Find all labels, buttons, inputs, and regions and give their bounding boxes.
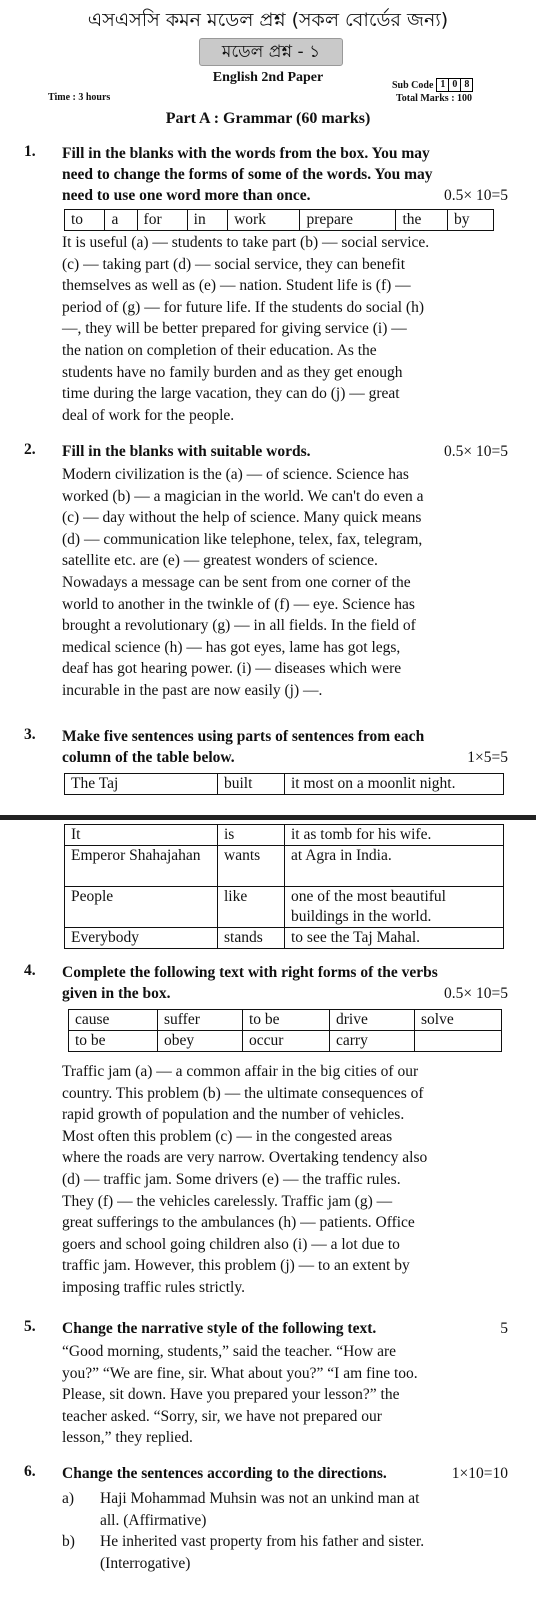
word-cell: to <box>65 210 105 231</box>
text-line: (Interrogative) <box>100 1554 191 1572</box>
table-cell: The Taj <box>65 774 218 795</box>
list-item <box>62 1488 504 1531</box>
question-2-text <box>62 464 504 702</box>
text-line: world to another in the twinkle of (f) — eye. Science has <box>62 595 415 613</box>
text-line: Haji Mohammad Muhsin was not an unkind man at <box>100 1490 420 1507</box>
text-line: brought a revolutionary (g) — in all fields. In the field of <box>62 617 416 635</box>
word-cell: the <box>396 210 448 231</box>
question-marks: 5 <box>500 1320 508 1337</box>
question-6-instruction <box>62 1463 508 1484</box>
exam-title: এসএসসি কমন মডেল প্রশ্ন (সকল বোর্ডের জন্য) <box>87 9 449 31</box>
text-line: imposing traffic rules strictly. <box>62 1278 245 1296</box>
table-row <box>65 928 504 949</box>
verb-cell: drive <box>330 1010 415 1031</box>
question-2-instruction <box>62 441 508 462</box>
table-cell: It <box>65 825 218 846</box>
text-line: He inherited vast property from his father and sister. <box>100 1533 425 1551</box>
word-cell: by <box>447 210 493 231</box>
table-row <box>65 825 504 846</box>
text-line: (d) — communication like telephone, telex, fax, telegram, <box>62 530 423 548</box>
page-divider <box>0 815 536 820</box>
text-line: deaf has got hearing power. (i) — diseases which were <box>62 660 402 678</box>
instruction-line: Fill in the blanks with suitable words. <box>62 443 311 460</box>
table-cell: like <box>218 887 285 928</box>
text-line: “Good morning, students,” said the teacher. “How are <box>62 1343 397 1360</box>
question-4-text <box>62 1061 504 1299</box>
text-line: themselves as well as (e) — nation. Student life is (f) — <box>62 277 411 295</box>
instruction-row <box>62 983 508 1004</box>
word-cell: a <box>105 210 137 231</box>
verb-cell: occur <box>243 1031 330 1052</box>
table-row <box>65 887 504 928</box>
instruction-line: Fill in the blanks with the words from the box. You may <box>62 145 430 162</box>
table-cell: it as tomb for his wife. <box>285 825 504 846</box>
text-line: medical science (h) — has got eyes, lame has got legs, <box>62 638 401 656</box>
question-number: 4. <box>24 962 36 979</box>
word-cell: in <box>187 210 227 231</box>
sentence-table-bottom <box>64 824 504 949</box>
sub-code-label: Sub Code <box>392 79 434 91</box>
table-row <box>65 774 504 795</box>
question-marks: 1×5=5 <box>467 749 508 766</box>
verb-row <box>69 1010 502 1031</box>
table-cell: one of the most beautiful buildings in the world. <box>285 887 504 928</box>
text-line: (c) — day without the help of science. Many quick means <box>62 509 422 527</box>
text-line: all. (Affirmative) <box>100 1511 207 1529</box>
text-line: great sufferings to the ambulances (h) — patients. Office <box>62 1214 415 1232</box>
text-line: lesson,” they replied. <box>62 1429 193 1447</box>
instruction-line: Complete the following text with right forms of the verbs <box>62 964 438 981</box>
text-line: country. This problem (b) — the ultimate consequences of <box>62 1084 424 1102</box>
word-box <box>64 209 494 231</box>
text-line: you?” “We are fine, sir. What about you?” “I am fine too. <box>62 1364 418 1382</box>
question-number: 2. <box>24 441 36 458</box>
instruction-line: need to use one word more than once. <box>62 187 311 204</box>
verb-cell: cause <box>69 1010 158 1031</box>
total-marks: Total Marks : 100 <box>396 93 473 104</box>
table-row <box>65 846 504 887</box>
question-4-instruction <box>62 962 508 1004</box>
time-limit: Time : 3 hours <box>48 92 111 103</box>
item-label: b) <box>62 1533 75 1551</box>
sub-code-digit: 1 <box>437 79 449 91</box>
text-line: (c) — taking part (d) — social service, they can benefit <box>62 255 406 273</box>
text-line: —, they will be better prepared for giving service (i) — <box>62 320 407 338</box>
text-line: incurable in the past are now easily (j) —. <box>62 681 323 699</box>
instruction-line: need to change the forms of some of the words. You may <box>62 166 433 183</box>
question-marks: 0.5× 10=5 <box>444 985 508 1002</box>
list-item <box>62 1531 504 1574</box>
text-line: worked (b) — a magician in the world. We can't do even a <box>62 487 424 505</box>
table-cell: Emperor Shahajahan <box>65 846 218 887</box>
text-line: goers and school going children also (i) — a lot due to <box>62 1235 400 1253</box>
paper-title: English 2nd Paper <box>212 70 324 85</box>
verb-cell: obey <box>158 1031 243 1052</box>
question-number: 3. <box>24 726 36 743</box>
question-marks: 0.5× 10=5 <box>444 443 508 460</box>
text-line: students have no family burden and as they get enough <box>62 363 403 381</box>
instruction-line: column of the table below. <box>62 749 235 766</box>
item-text <box>100 1531 424 1574</box>
table-cell: at Agra in India. <box>285 846 504 887</box>
sub-code-digit: 0 <box>449 79 461 91</box>
question-6-items <box>62 1488 504 1574</box>
table-cell: People <box>65 887 218 928</box>
text-line: Nowadays a message can be sent from one corner of the <box>62 573 411 591</box>
verb-cell: suffer <box>158 1010 243 1031</box>
verb-cell <box>415 1031 502 1052</box>
question-marks: 1×10=10 <box>451 1465 508 1482</box>
verb-cell: to be <box>69 1031 158 1052</box>
word-cell: for <box>137 210 187 231</box>
question-5-text <box>62 1341 504 1449</box>
item-label: a) <box>62 1490 75 1507</box>
table-cell: Everybody <box>65 928 218 949</box>
part-heading: Part A : Grammar (60 marks) <box>165 110 371 127</box>
text-line: traffic jam. However, this problem (j) — to an extent by <box>62 1257 410 1275</box>
verb-cell: to be <box>243 1010 330 1031</box>
question-5-instruction <box>62 1318 508 1339</box>
text-line: deal of work for the people. <box>62 406 235 424</box>
table-cell: it most on a moonlit night. <box>285 774 504 795</box>
question-1-text <box>62 232 504 426</box>
question-marks: 0.5× 10=5 <box>444 187 508 204</box>
instruction-row <box>62 747 508 768</box>
sub-code-digit: 8 <box>464 79 470 90</box>
text-line: Traffic jam (a) — a common affair in the big cities of our <box>62 1063 419 1080</box>
item-text <box>100 1488 419 1531</box>
table-cell: wants <box>218 846 285 887</box>
verb-row <box>69 1031 502 1052</box>
verb-box <box>68 1009 502 1052</box>
question-number: 1. <box>24 143 36 160</box>
word-box-row <box>65 210 494 231</box>
instruction-line: Make five sentences using parts of sentences from each <box>62 728 425 745</box>
instruction-line: Change the narrative style of the following text. <box>62 1320 377 1337</box>
text-line: It is useful (a) — students to take part (b) — social service. <box>62 234 430 251</box>
word-cell: prepare <box>300 210 396 231</box>
question-1-instruction <box>62 143 508 206</box>
text-line: period of (g) — for future life. If the students do social (h) <box>62 298 424 316</box>
instruction-line: given in the box. <box>62 985 171 1002</box>
text-line: They (f) — the vehicles carelessly. Traffic jam (g) — <box>62 1192 393 1210</box>
text-line: satellite etc. are (e) — greatest wonders of science. <box>62 552 378 570</box>
text-line: the nation on completion of their education. As the <box>62 341 377 359</box>
sentence-table-top <box>64 773 504 795</box>
text-line: rapid growth of population and the number of vehicles. <box>62 1106 405 1124</box>
word-cell: work <box>228 210 300 231</box>
model-question-badge: মডেল প্রশ্ন - ১ <box>199 38 343 66</box>
text-line: Please, sit down. Have you prepared your lesson?” the <box>62 1386 400 1404</box>
question-3-instruction <box>62 726 508 768</box>
table-cell: built <box>218 774 285 795</box>
text-line: Modern civilization is the (a) — of science. Science has <box>62 466 409 483</box>
text-line: (d) — traffic jam. Some drivers (e) — the traffic rules. <box>62 1170 401 1188</box>
sub-code <box>392 78 473 92</box>
text-line: teacher asked. “Sorry, sir, we have not prepared our <box>62 1407 382 1425</box>
table-cell: stands <box>218 928 285 949</box>
verb-cell: solve <box>415 1010 502 1031</box>
question-number: 5. <box>24 1318 36 1335</box>
instruction-line: Change the sentences according to the directions. <box>62 1465 387 1482</box>
sub-code-digits <box>436 78 473 92</box>
table-cell: is <box>218 825 285 846</box>
question-number: 6. <box>24 1463 36 1480</box>
text-line: where the roads are very narrow. Overtaking tendency also <box>62 1149 428 1167</box>
table-cell: to see the Taj Mahal. <box>285 928 504 949</box>
text-line: Most often this problem (c) — in the congested areas <box>62 1127 393 1145</box>
verb-cell: carry <box>330 1031 415 1052</box>
instruction-row <box>62 185 508 206</box>
text-line: time during the large vacation, they can do (j) — great <box>62 385 400 403</box>
